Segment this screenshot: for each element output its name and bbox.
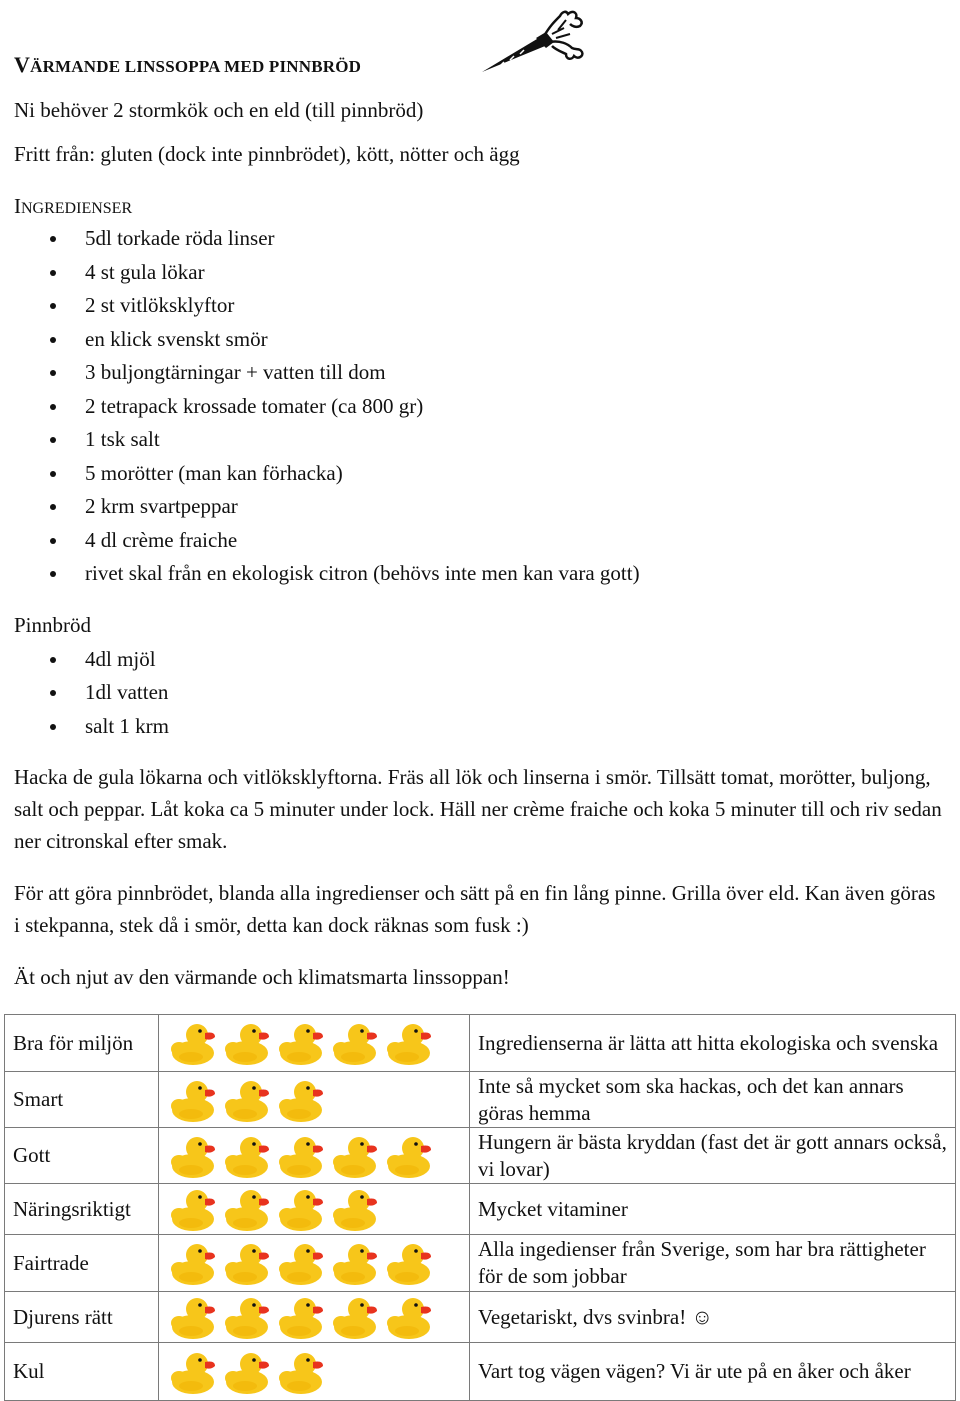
- equipment-line: Ni behöver 2 stormkök och en eld (till pinnbröd): [14, 98, 424, 122]
- rating-description: Inte så mycket som ska hackas, och det kan annars göras hemma: [470, 1072, 956, 1128]
- bullet: [50, 370, 56, 376]
- rubber-duck-icon: [331, 1132, 381, 1180]
- rubber-duck-icon: [277, 1348, 327, 1396]
- rating-row: [5, 1343, 956, 1401]
- rating-category: Fairtrade: [5, 1235, 159, 1292]
- rating-category: Näringsriktigt: [5, 1184, 159, 1235]
- rubber-duck-icon: [331, 1293, 381, 1341]
- rubber-duck-icon: [331, 1019, 381, 1067]
- rating-description: Mycket vitaminer: [470, 1184, 956, 1235]
- bullet: [50, 437, 56, 443]
- rating-description: Alla ingedienser från Sverige, som har bra rättigheter för de som jobbar: [470, 1235, 956, 1292]
- bullet: [50, 724, 56, 730]
- recipe-title: VÄRMANDE LINSSOPPA MED PINNBRÖD: [14, 52, 362, 77]
- rating-category: Djurens rätt: [5, 1292, 159, 1343]
- ratings-table: [4, 1014, 956, 1401]
- rubber-duck-icon: [223, 1239, 273, 1287]
- rubber-duck-icon: [385, 1293, 435, 1341]
- allergen-line: Fritt från: gluten (dock inte pinnbrödet), kött, nötter och ägg: [14, 142, 520, 166]
- rating-row: [5, 1015, 956, 1072]
- rubber-duck-icon: [169, 1076, 219, 1124]
- bullet: [50, 404, 56, 410]
- rating-description: Hungern är bästa kryddan (fast det är gott annars också, vi lovar): [470, 1128, 956, 1184]
- rating-ducks: [159, 1292, 470, 1343]
- rubber-duck-icon: [385, 1132, 435, 1180]
- bullet: [50, 236, 56, 242]
- bullet: [50, 571, 56, 577]
- pinnbrod-item: 1dl vatten: [85, 680, 169, 704]
- ingredient-item: 1 tsk salt: [85, 427, 160, 451]
- ingredient-item: 5 morötter (man kan förhacka): [85, 461, 343, 485]
- rubber-duck-icon: [277, 1185, 327, 1233]
- bullet: [50, 303, 56, 309]
- ingredient-item: 2 st vitlöksklyftor: [85, 293, 235, 317]
- rubber-duck-icon: [223, 1185, 273, 1233]
- bullet: [50, 538, 56, 544]
- rubber-duck-icon: [169, 1293, 219, 1341]
- bread-instructions: För att göra pinnbrödet, blanda alla ingredienser och sätt på en fin lång pinne. Grilla över eld. Kan även göras i stekpanna, stek då i smör, detta kan dock räknas som fusk :): [14, 881, 936, 937]
- rating-category: Kul: [5, 1343, 159, 1401]
- rating-description: Ingredienserna är lätta att hitta ekologiska och svenska: [470, 1015, 956, 1072]
- rating-ducks: [159, 1343, 470, 1401]
- rating-ducks: [159, 1072, 470, 1128]
- rubber-duck-icon: [169, 1019, 219, 1067]
- rubber-duck-icon: [223, 1019, 273, 1067]
- rubber-duck-icon: [331, 1185, 381, 1233]
- ingredient-item: en klick svenskt smör: [85, 327, 268, 351]
- rubber-duck-icon: [169, 1348, 219, 1396]
- carrot-icon: [480, 4, 592, 76]
- rubber-duck-icon: [169, 1132, 219, 1180]
- rating-ducks: [159, 1128, 470, 1184]
- bullet: [50, 690, 56, 696]
- soup-instructions: Hacka de gula lökarna och vitlöksklyftorna. Fräs all lök och linserna i smör. Tillsätt tomat, morötter, buljong, salt och peppar. Låt koka ca 5 minuter under lock. Häll ner crème fraiche och koka 5 minuter till och riv sedan ner citronskal efter smak.: [14, 765, 942, 853]
- ingredient-item: 4 dl crème fraiche: [85, 528, 238, 552]
- ingredient-item: 5dl torkade röda linser: [85, 226, 275, 250]
- rubber-duck-icon: [277, 1019, 327, 1067]
- rubber-duck-icon: [223, 1132, 273, 1180]
- pinnbrod-item: salt 1 krm: [85, 714, 169, 738]
- ingredient-item: 2 tetrapack krossade tomater (ca 800 gr): [85, 394, 424, 418]
- pinnbrod-heading: Pinnbröd: [14, 613, 92, 637]
- rating-row: [5, 1292, 956, 1343]
- rating-row: [5, 1235, 956, 1292]
- rating-ducks: [159, 1015, 470, 1072]
- closing-line: Ät och njut av den värmande och klimatsmarta linssoppan!: [14, 965, 510, 989]
- rubber-duck-icon: [223, 1348, 273, 1396]
- rubber-duck-icon: [223, 1293, 273, 1341]
- rubber-duck-icon: [277, 1132, 327, 1180]
- rating-category: Smart: [5, 1072, 159, 1128]
- rubber-duck-icon: [385, 1239, 435, 1287]
- bullet: [50, 270, 56, 276]
- rating-ducks: [159, 1184, 470, 1235]
- rubber-duck-icon: [169, 1239, 219, 1287]
- bullet: [50, 337, 56, 343]
- ingredient-item: 3 buljongtärningar + vatten till dom: [85, 360, 386, 384]
- rating-row: [5, 1184, 956, 1235]
- bullet: [50, 657, 56, 663]
- rubber-duck-icon: [169, 1185, 219, 1233]
- rubber-duck-icon: [277, 1239, 327, 1287]
- rating-ducks: [159, 1235, 470, 1292]
- bullet: [50, 471, 56, 477]
- rubber-duck-icon: [277, 1076, 327, 1124]
- rating-description: Vart tog vägen vägen? Vi är ute på en åker och åker: [470, 1343, 956, 1401]
- ingredient-item: 2 krm svartpeppar: [85, 494, 238, 518]
- rating-category: Gott: [5, 1128, 159, 1184]
- pinnbrod-item: 4dl mjöl: [85, 647, 156, 671]
- bullet: [50, 504, 56, 510]
- rating-row: [5, 1128, 956, 1184]
- ingredient-item: rivet skal från en ekologisk citron (behövs inte men kan vara gott): [85, 561, 640, 585]
- ingredient-item: 4 st gula lökar: [85, 260, 205, 284]
- rubber-duck-icon: [277, 1293, 327, 1341]
- rubber-duck-icon: [223, 1076, 273, 1124]
- ingredients-heading: INGREDIENSER: [14, 194, 133, 218]
- rating-row: [5, 1072, 956, 1128]
- rating-description: Vegetariskt, dvs svinbra! ☺: [470, 1292, 956, 1343]
- rubber-duck-icon: [385, 1019, 435, 1067]
- rating-category: Bra för miljön: [5, 1015, 159, 1072]
- rubber-duck-icon: [331, 1239, 381, 1287]
